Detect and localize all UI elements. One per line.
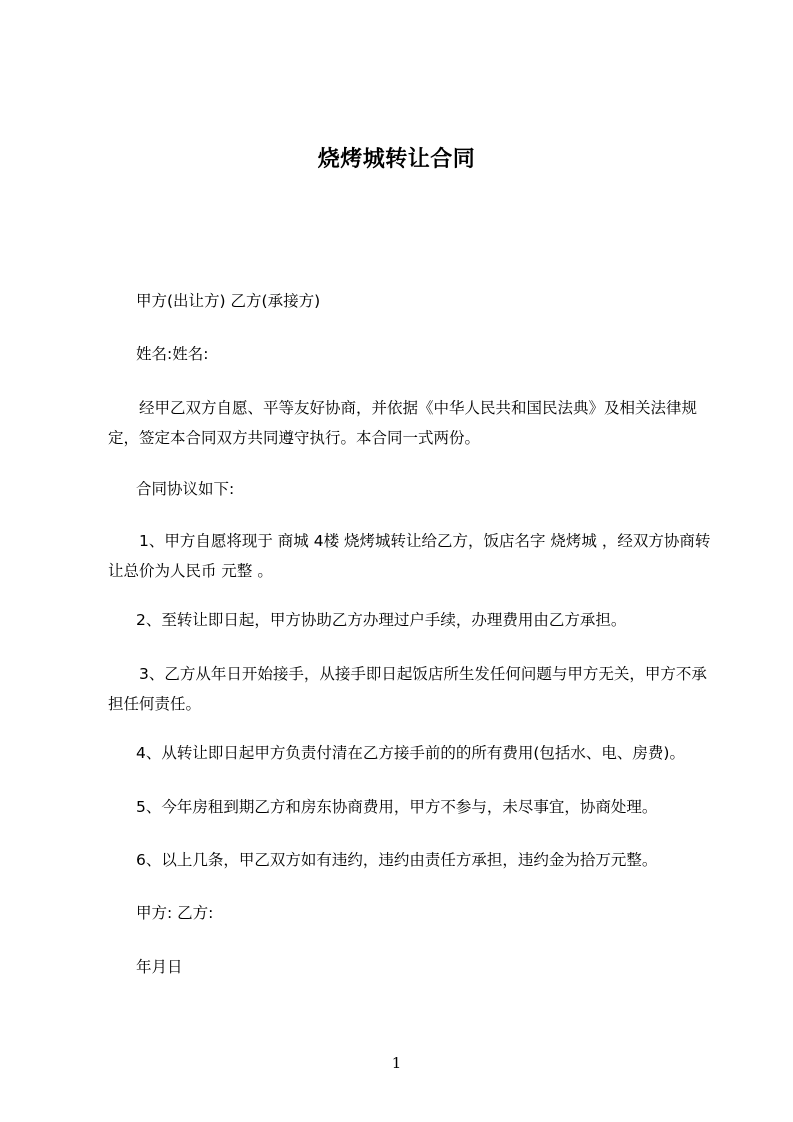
page-number: 1: [391, 1054, 402, 1072]
clause-4: 4、从转让即日起甲方负责付清在乙方接手前的的所有费用(包括水、电、房费)。: [136, 744, 685, 762]
date-line: 年月日: [136, 958, 183, 976]
clause-3: 3、乙方从年日开始接手，从接手即日起饭店所生发任何问题与甲方无关，甲方不承担任何责任。: [108, 665, 707, 713]
clause-5: 5、今年房租到期乙方和房东协商费用，甲方不参与，未尽事宜，协商处理。: [136, 798, 658, 816]
clause-2: 2、至转让即日起，甲方协助乙方办理过户手续，办理费用由乙方承担。: [136, 611, 627, 629]
agreement-heading: 合同协议如下:: [136, 480, 235, 498]
parties-line: 甲方(出让方) 乙方(承接方): [136, 292, 321, 310]
clause-6: 6、以上几条，甲乙双方如有违约，违约由责任方承担，违约金为拾万元整。: [136, 851, 658, 869]
intro-paragraph: 经甲乙双方自愿、平等友好协商，并依据《中华人民共和国民法典》及相关法律规定，签定本合同双方共同遵守执行。本合同一式两份。: [108, 399, 698, 447]
signature-line: 甲方: 乙方:: [136, 904, 214, 922]
clause-1: 1、甲方自愿将现于 商城 4楼 烧烤城转让给乙方，饭店名字 烧烤城 ，经双方协商转让总价为人民币 元整 。: [108, 532, 711, 580]
names-line: 姓名:姓名:: [136, 345, 209, 363]
document-title: 烧烤城转让合同: [317, 147, 476, 172]
